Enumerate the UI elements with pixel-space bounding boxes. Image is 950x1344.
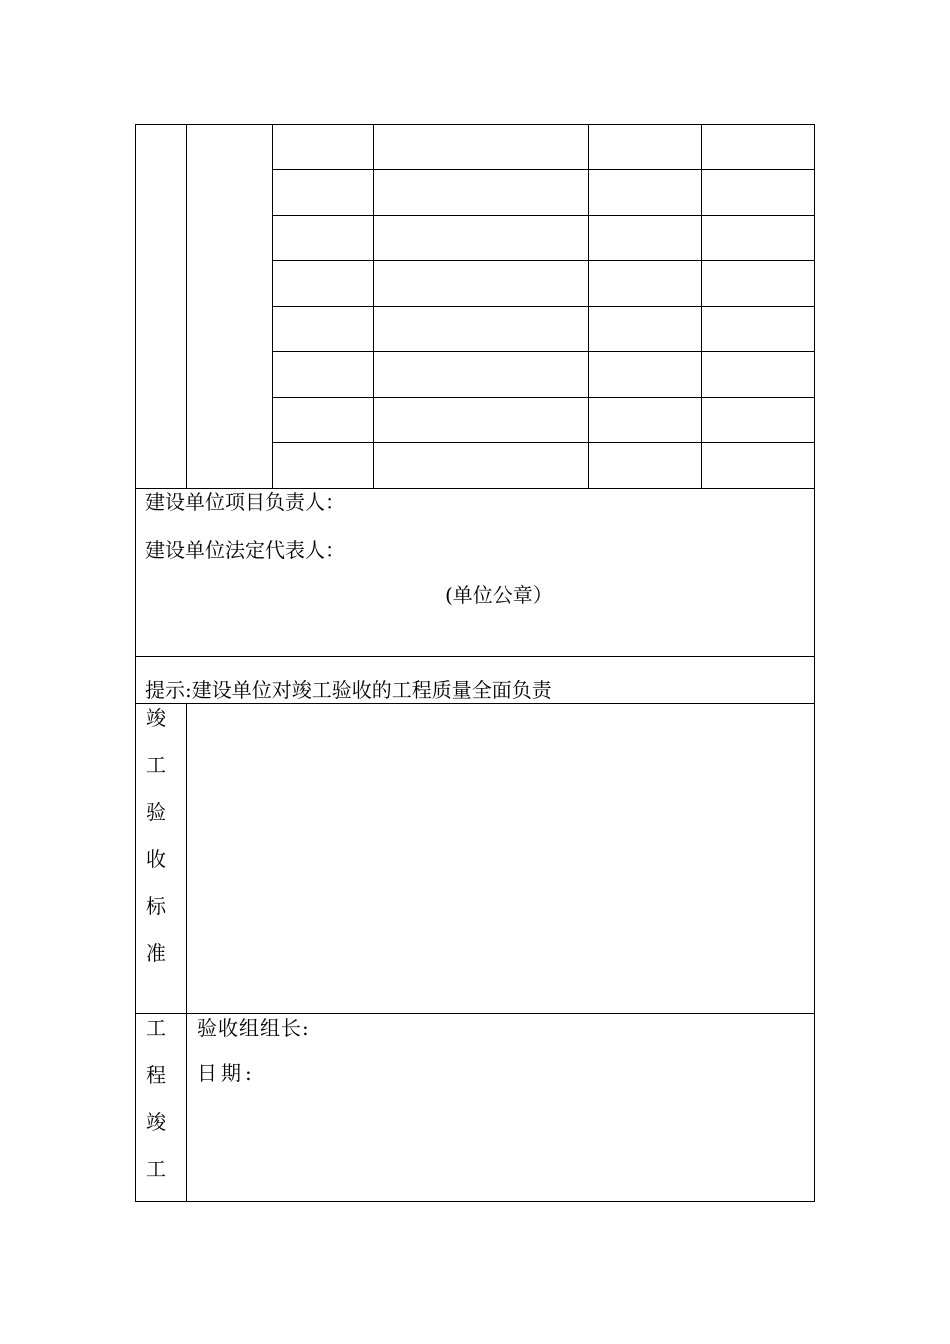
section-divider-completion xyxy=(135,1013,815,1014)
label-col-divider-standard xyxy=(186,703,187,1013)
date-label: 日期: xyxy=(197,1061,256,1085)
grid-cell-left-merged-1[interactable] xyxy=(136,125,186,488)
acceptance-standard-char-1: 竣 xyxy=(146,706,166,730)
grid-row-divider-2 xyxy=(272,215,815,216)
grid-row-divider-5 xyxy=(272,351,815,352)
acceptance-standard-char-2: 工 xyxy=(146,753,166,777)
form-border-bottom xyxy=(135,1201,815,1202)
label-col-divider-completion xyxy=(186,1013,187,1202)
section-divider-hint xyxy=(135,656,815,657)
project-completion-char-4: 工 xyxy=(146,1157,166,1181)
form-border-right xyxy=(814,124,815,1202)
team-leader-label: 验收组组长: xyxy=(197,1016,310,1040)
legal-representative-signature-area[interactable] xyxy=(365,538,795,566)
acceptance-standard-char-3: 验 xyxy=(146,800,166,824)
grid-row-divider-1 xyxy=(272,169,815,170)
grid-row-divider-7 xyxy=(272,442,815,443)
grid-cell-left-merged-2[interactable] xyxy=(187,125,272,488)
section-divider-standard xyxy=(135,703,815,704)
grid-row-divider-3 xyxy=(272,260,815,261)
project-completion-char-2: 程 xyxy=(146,1063,166,1087)
project-manager-signature-area[interactable] xyxy=(365,490,795,518)
grid-row-divider-6 xyxy=(272,397,815,398)
grid-row-divider-4 xyxy=(272,306,815,307)
project-manager-label: 建设单位项目负责人： xyxy=(145,490,345,514)
team-leader-signature-area[interactable] xyxy=(320,1016,800,1044)
acceptance-standard-char-5: 标 xyxy=(146,894,166,918)
acceptance-standard-char-4: 收 xyxy=(146,847,166,871)
acceptance-form xyxy=(135,124,815,1202)
section-divider-construction-unit xyxy=(135,488,815,489)
project-completion-char-1: 工 xyxy=(146,1016,166,1040)
acceptance-standard-content-area[interactable] xyxy=(188,705,813,1011)
legal-representative-label: 建设单位法定代表人： xyxy=(145,538,345,562)
date-input-area[interactable] xyxy=(255,1061,800,1089)
hint-text: 提示:建设单位对竣工验收的工程质量全面负责 xyxy=(145,678,552,702)
unit-seal-label: (单位公章） xyxy=(445,583,553,607)
project-completion-char-3: 竣 xyxy=(146,1110,166,1134)
acceptance-standard-char-6: 准 xyxy=(146,941,166,965)
